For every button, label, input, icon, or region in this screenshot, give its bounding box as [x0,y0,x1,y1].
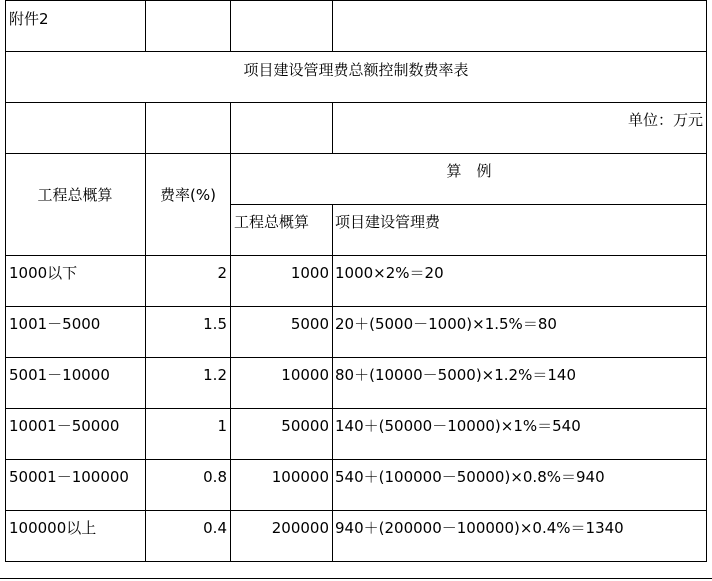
col-divider [332,102,333,154]
cell-range: 1001－5000 [9,315,101,333]
cell-total: 100000 [271,468,329,486]
cell-range: 50001－100000 [9,468,129,486]
row-divider [5,255,707,256]
row-divider [5,102,707,103]
cell-rate: 0.4 [203,519,227,537]
cell-range: 1000以下 [9,264,78,282]
cell-rate: 1 [217,417,227,435]
table-border-top [5,0,707,1]
table-border-left [5,0,6,562]
page-bottom-rule [0,578,712,579]
row-divider [5,357,707,358]
row-divider [230,204,707,205]
col-divider [145,0,146,52]
cell-total: 50000 [281,417,329,435]
row-divider [5,51,707,52]
cell-total: 1000 [290,264,329,282]
cell-formula: 80＋(10000－5000)×1.2%＝140 [335,366,576,384]
header-example-fee: 项目建设管理费 [335,213,441,231]
fee-rate-table [5,0,707,562]
unit-label: 单位：万元 [627,111,703,129]
row-divider [5,459,707,460]
table-title: 项目建设管理费总额控制数费率表 [243,61,469,79]
col-divider [332,204,333,562]
cell-rate: 0.8 [203,468,227,486]
cell-formula: 1000×2%＝20 [335,264,444,282]
cell-rate: 1.2 [203,366,227,384]
cell-range: 10001－50000 [9,417,120,435]
cell-rate: 2 [217,264,227,282]
cell-formula: 20＋(5000－1000)×1.5%＝80 [335,315,557,333]
row-divider [5,510,707,511]
table-border-bottom [5,561,707,562]
cell-formula: 540＋(100000－50000)×0.8%＝940 [335,468,605,486]
header-rate: 费率(%) [160,186,216,204]
cell-formula: 140＋(50000－10000)×1%＝540 [335,417,581,435]
attachment-label: 附件2 [9,10,49,28]
row-divider [5,306,707,307]
cell-formula: 940＋(200000－100000)×0.4%＝1340 [335,519,624,537]
header-example-total: 工程总概算 [234,213,310,231]
row-divider [5,153,707,154]
col-divider [332,0,333,52]
row-divider [5,408,707,409]
cell-total: 5000 [290,315,329,333]
col-divider [230,0,231,52]
cell-range: 100000以上 [9,519,97,537]
cell-range: 5001－10000 [9,366,110,384]
cell-total: 200000 [271,519,329,537]
cell-total: 10000 [281,366,329,384]
cell-rate: 1.5 [203,315,227,333]
header-example: 算 例 [446,162,492,180]
header-total-budget: 工程总概算 [37,186,113,204]
table-border-right [706,0,707,562]
